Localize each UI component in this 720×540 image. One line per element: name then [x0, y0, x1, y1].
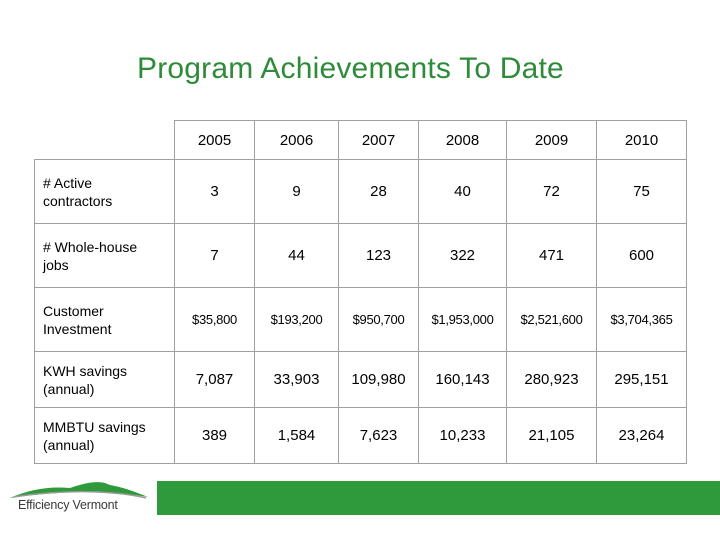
table-cell: 10,233 [419, 408, 507, 464]
table-cell: 109,980 [339, 352, 419, 408]
row-label [35, 408, 175, 464]
row-label-line: Customer [43, 302, 104, 319]
row-label-line: Investment [43, 320, 112, 337]
table-cell: 7 [175, 224, 255, 288]
table-cell: 322 [419, 224, 507, 288]
year-header: 2009 [507, 121, 597, 160]
achievements-table [34, 120, 687, 464]
table-cell: 23,264 [597, 408, 687, 464]
table-cell: 471 [507, 224, 597, 288]
table-cell: 33,903 [255, 352, 339, 408]
row-label [35, 224, 175, 288]
table-cell: $1,953,000 [419, 288, 507, 352]
row-label-line: KWH savings [43, 362, 128, 379]
table-row [35, 288, 687, 352]
year-header: 2008 [419, 121, 507, 160]
row-label-line: (annual) [43, 436, 95, 453]
table-row [35, 408, 687, 464]
table-row [35, 224, 687, 288]
row-label-line: (annual) [43, 380, 95, 397]
slide-title: Program Achievements To Date [137, 52, 564, 85]
table-cell: 600 [597, 224, 687, 288]
footer-green-bar [157, 481, 720, 515]
row-label-line: jobs [43, 256, 69, 273]
row-label-line: MMBTU savings [43, 418, 146, 435]
table-cell: $2,521,600 [507, 288, 597, 352]
table-cell: 280,923 [507, 352, 597, 408]
row-label [35, 352, 175, 408]
table-cell: 7,087 [175, 352, 255, 408]
row-label [35, 288, 175, 352]
table-row [35, 352, 687, 408]
table-cell: 40 [419, 160, 507, 224]
year-header: 2005 [175, 121, 255, 160]
table-row [35, 160, 687, 224]
table-cell: 295,151 [597, 352, 687, 408]
row-label-line: contractors [43, 192, 113, 209]
table-cell: 3 [175, 160, 255, 224]
row-label-line: # Active [43, 174, 93, 191]
logo-text: Efficiency Vermont [18, 498, 118, 512]
table-cell: 44 [255, 224, 339, 288]
table-cell: $193,200 [255, 288, 339, 352]
table-cell: 21,105 [507, 408, 597, 464]
table-corner [35, 121, 175, 160]
row-label-line: # Whole-house [43, 238, 138, 255]
table-cell: 123 [339, 224, 419, 288]
table-cell: $950,700 [339, 288, 419, 352]
table-cell: $3,704,365 [597, 288, 687, 352]
row-label [35, 160, 175, 224]
table-cell: 75 [597, 160, 687, 224]
table-cell: 9 [255, 160, 339, 224]
table-cell: 72 [507, 160, 597, 224]
table-cell: 160,143 [419, 352, 507, 408]
table-cell: 28 [339, 160, 419, 224]
header-row [35, 121, 687, 160]
table-cell: $35,800 [175, 288, 255, 352]
year-header: 2010 [597, 121, 687, 160]
table-cell: 7,623 [339, 408, 419, 464]
table-cell: 389 [175, 408, 255, 464]
table-cell: 1,584 [255, 408, 339, 464]
year-header: 2006 [255, 121, 339, 160]
year-header: 2007 [339, 121, 419, 160]
